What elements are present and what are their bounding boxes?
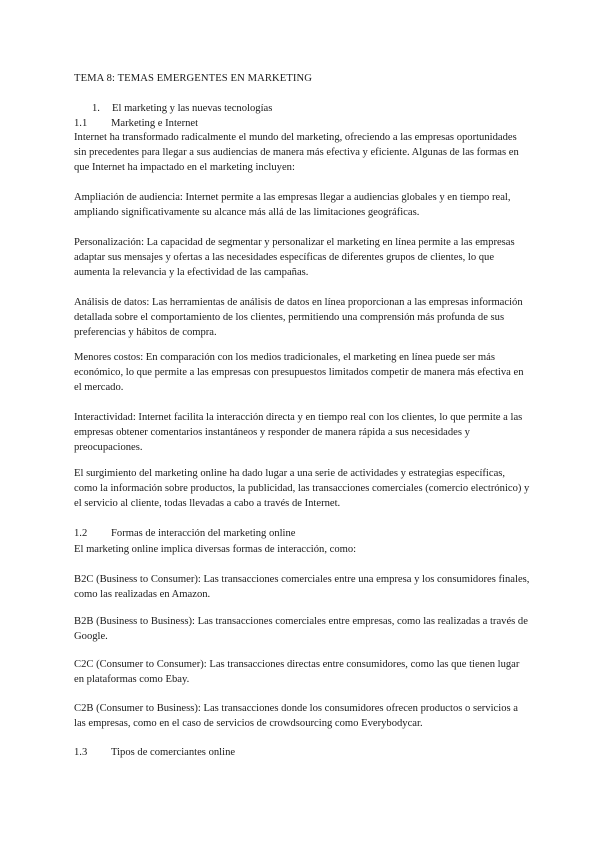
subsection-heading-1-1 xyxy=(74,116,530,131)
paragraph-b2b: B2B (Business to Business): Las transacciones comerciales entre empresas, como las realizadas a través de Google. xyxy=(74,616,528,643)
paragraph-analisis: Análisis de datos: Las herramientas de análisis de datos en línea proporcionan a las empresas información detallada sobre el comportamiento de los clientes, permitiendo una comprensión más profunda de sus preferencias y hábitos de compra. xyxy=(74,297,523,339)
paragraph-b2c: B2C (Business to Consumer): Las transacciones comerciales entre una empresa y los consumidores finales, como las realizadas en Amazon. xyxy=(74,574,530,601)
paragraph-c2c: C2C (Consumer to Consumer): Las transacciones directas entre consumidores, como las que tienen lugar en plataformas como Ebay. xyxy=(74,659,520,686)
paragraph-formas: El marketing online implica diversas formas de interacción, como: xyxy=(74,544,357,555)
paragraph-surgimiento: El surgimiento del marketing online ha dado lugar a una serie de actividades y estrategias específicas, como la información sobre productos, la publicidad, las transacciones comerciales (comercio electrónico) y el servicio al cliente, todas llevadas a cabo a través de Internet. xyxy=(74,468,530,510)
paragraph-intro: Internet ha transformado radicalmente el mundo del marketing, ofreciendo a las empresas oportunidades sin precedentes para llegar a sus audiencias de manera más efectiva y eficiente. Algunas de las formas en que Internet ha impactado en el marketing incluyen: xyxy=(74,132,519,174)
subsection-heading-1-3 xyxy=(74,745,530,760)
paragraph-c2b: C2B (Consumer to Business): Las transacciones donde los consumidores ofrecen productos o servicios a las empresas, como en el caso de servicios de crowdsourcing como Everybodycar. xyxy=(74,703,518,730)
subsection-heading-1-2 xyxy=(74,526,530,541)
section-number: 1. xyxy=(92,103,100,114)
paragraph-costos: Menores costos: En comparación con los medios tradicionales, el marketing en línea puede ser más económico, lo que permite a las empresas con presupuestos limitados competir de manera más efectiva en el mercado. xyxy=(74,352,524,394)
section-heading-1 xyxy=(92,101,548,116)
subsection-number: 1.3 xyxy=(74,747,88,758)
page-title: TEMA 8: TEMAS EMERGENTES EN MARKETING xyxy=(74,73,313,84)
section-label: El marketing y las nuevas tecnologías xyxy=(112,103,273,114)
subsection-label: Tipos de comerciantes online xyxy=(111,747,236,758)
paragraph-personalizacion: Personalización: La capacidad de segmentar y personalizar el marketing en línea permite a las empresas adaptar sus mensajes y ofertas a las necesidades específicas de diferentes grupos de clientes, lo que aumenta la relevancia y la efectividad de las campañas. xyxy=(74,237,515,279)
subsection-label: Marketing e Internet xyxy=(111,118,199,129)
subsection-label: Formas de interacción del marketing online xyxy=(111,528,296,539)
subsection-number: 1.2 xyxy=(74,528,88,539)
paragraph-ampliacion: Ampliación de audiencia: Internet permite a las empresas llegar a audiencias globales y en tiempo real, ampliando significativamente su alcance más allá de las limitaciones geográficas. xyxy=(74,192,511,219)
subsection-number: 1.1 xyxy=(74,118,88,129)
paragraph-interactividad: Interactividad: Internet facilita la interacción directa y en tiempo real con los clientes, lo que permite a las empresas obtener comentarios instantáneos y responder de manera rápida a sus necesidades y preocupaciones. xyxy=(74,412,523,454)
